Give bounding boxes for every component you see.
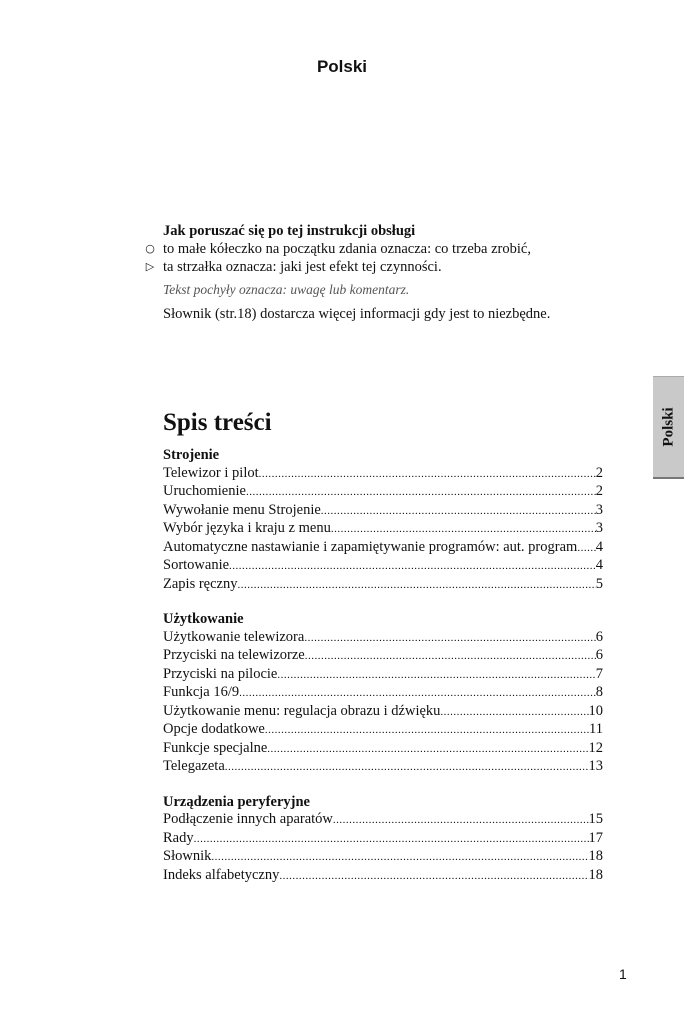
page-number: 1 [619,966,627,982]
toc-entry-page: 3 [595,520,603,536]
toc-entry-label: Automatyczne nastawianie i zapamiętywanie programów: aut. program [163,538,578,555]
toc-title: Spis treści [163,409,272,436]
toc-dot-leader [237,576,595,595]
toc-dot-leader [225,758,589,777]
howto-line-effect [145,258,603,276]
toc-entry-label: Indeks alfabetyczny [163,866,280,883]
language-side-tab [653,376,684,479]
howto-block [145,222,603,323]
toc-dot-leader [333,811,589,830]
toc-entry-page: 12 [588,739,603,756]
toc-dot-leader [277,666,595,685]
toc-section-title: Strojenie [163,447,220,463]
page-header-language: Polski [316,57,368,76]
toc-entry-label: Słownik [163,848,212,864]
table-of-contents [163,408,603,902]
toc-entry [163,502,603,521]
toc-entry [163,629,603,648]
toc-entry-label: Wywołanie menu Strojenie [163,501,321,518]
toc-entry-label: Funkcje specjalne [163,739,268,756]
toc-entry-label: Opcje dodatkowe [163,721,265,737]
side-tab-label: Polski [660,407,676,447]
howto-glossary-note: Słownik (str.18) dostarcza więcej informacji gdy jest to niezbędne. [163,306,551,322]
toc-dot-leader [440,703,588,722]
toc-dot-leader [577,539,595,558]
toc-entry-label: Podłączenie innych aparatów [163,811,333,827]
toc-entry-page: 8 [595,684,603,700]
toc-entry-label: Rady [163,829,194,846]
toc-dot-leader [246,483,596,502]
toc-dot-leader [305,647,596,666]
toc-entry-page: 4 [595,538,603,555]
toc-entry-label: Uruchomienie [163,483,246,499]
toc-dot-leader [239,684,596,703]
toc-entry [163,666,603,685]
toc-section [163,794,603,886]
toc-entry-label: Telegazeta [163,758,225,774]
toc-section [163,447,603,594]
toc-dot-leader [267,740,588,759]
toc-dot-leader [331,520,596,539]
howto-line-text: ta strzałka oznacza: jaki jest efekt tej czynności. [163,259,442,275]
toc-entry [163,576,603,595]
toc-entry-page: 18 [588,848,603,864]
toc-entry-label: Przyciski na pilocie [163,665,278,682]
toc-dot-leader [259,465,596,484]
toc-entry-label: Sortowanie [163,557,230,573]
toc-entry-label: Użytkowanie telewizora [163,628,305,645]
toc-dot-leader [321,502,596,521]
toc-entry-page: 4 [595,557,603,573]
toc-entry-page: 3 [595,501,603,518]
toc-entry-page: 5 [595,575,603,592]
toc-entry-label: Przyciski na telewizorze [163,647,305,663]
toc-entry [163,684,603,703]
toc-dot-leader [304,629,595,648]
toc-dot-leader [279,867,588,886]
toc-section-title: Urządzenia peryferyjne [163,793,310,810]
triangle-arrow-icon: ▷ [145,260,155,273]
toc-entry-label: Funkcja 16/9 [163,684,240,700]
howto-italic-note: Tekst pochyły oznacza: uwagę lub komentarz. [163,282,410,297]
toc-section-title: Użytkowanie [163,611,244,627]
toc-entry [163,483,603,502]
toc-entry [163,647,603,666]
toc-section [163,611,603,777]
toc-dot-leader [194,830,589,849]
toc-dot-leader [265,721,589,740]
toc-entry [163,848,603,867]
toc-entry-page: 2 [595,464,603,481]
toc-entry-page: 2 [595,483,603,499]
toc-entry-label: Wybór języka i kraju z menu [163,520,331,536]
toc-entry-label: Użytkowanie menu: regulacja obrazu i dźwięku [163,702,441,719]
toc-entry [163,721,603,740]
toc-entry-page: 11 [589,721,603,737]
toc-entry [163,557,603,576]
toc-entry-page: 10 [588,702,603,719]
toc-entry-page: 13 [588,758,603,774]
toc-entry-page: 18 [588,866,603,883]
toc-entry-label: Telewizor i pilot [163,464,259,481]
toc-entry-page: 6 [595,628,603,645]
toc-entry [163,830,603,849]
toc-entry [163,758,603,777]
howto-line-action [145,240,603,258]
toc-entry [163,520,603,539]
circle-bullet-icon: ○ [145,242,155,255]
toc-dot-leader [211,848,588,867]
toc-entry [163,465,603,484]
toc-entry [163,811,603,830]
howto-title: Jak poruszać się po tej instrukcji obsługi [163,223,416,239]
toc-entry-page: 6 [595,647,603,663]
toc-dot-leader [229,557,596,576]
toc-entry [163,703,603,722]
toc-entry [163,740,603,759]
toc-entry-page: 15 [588,811,603,827]
toc-sections [163,447,603,885]
howto-line-text: to małe kółeczko na początku zdania oznacza: co trzeba zrobić, [163,241,531,257]
toc-entry [163,867,603,886]
toc-entry-page: 17 [588,829,603,846]
toc-entry [163,539,603,558]
toc-entry-label: Zapis ręczny [163,575,238,592]
toc-entry-page: 7 [595,665,603,682]
